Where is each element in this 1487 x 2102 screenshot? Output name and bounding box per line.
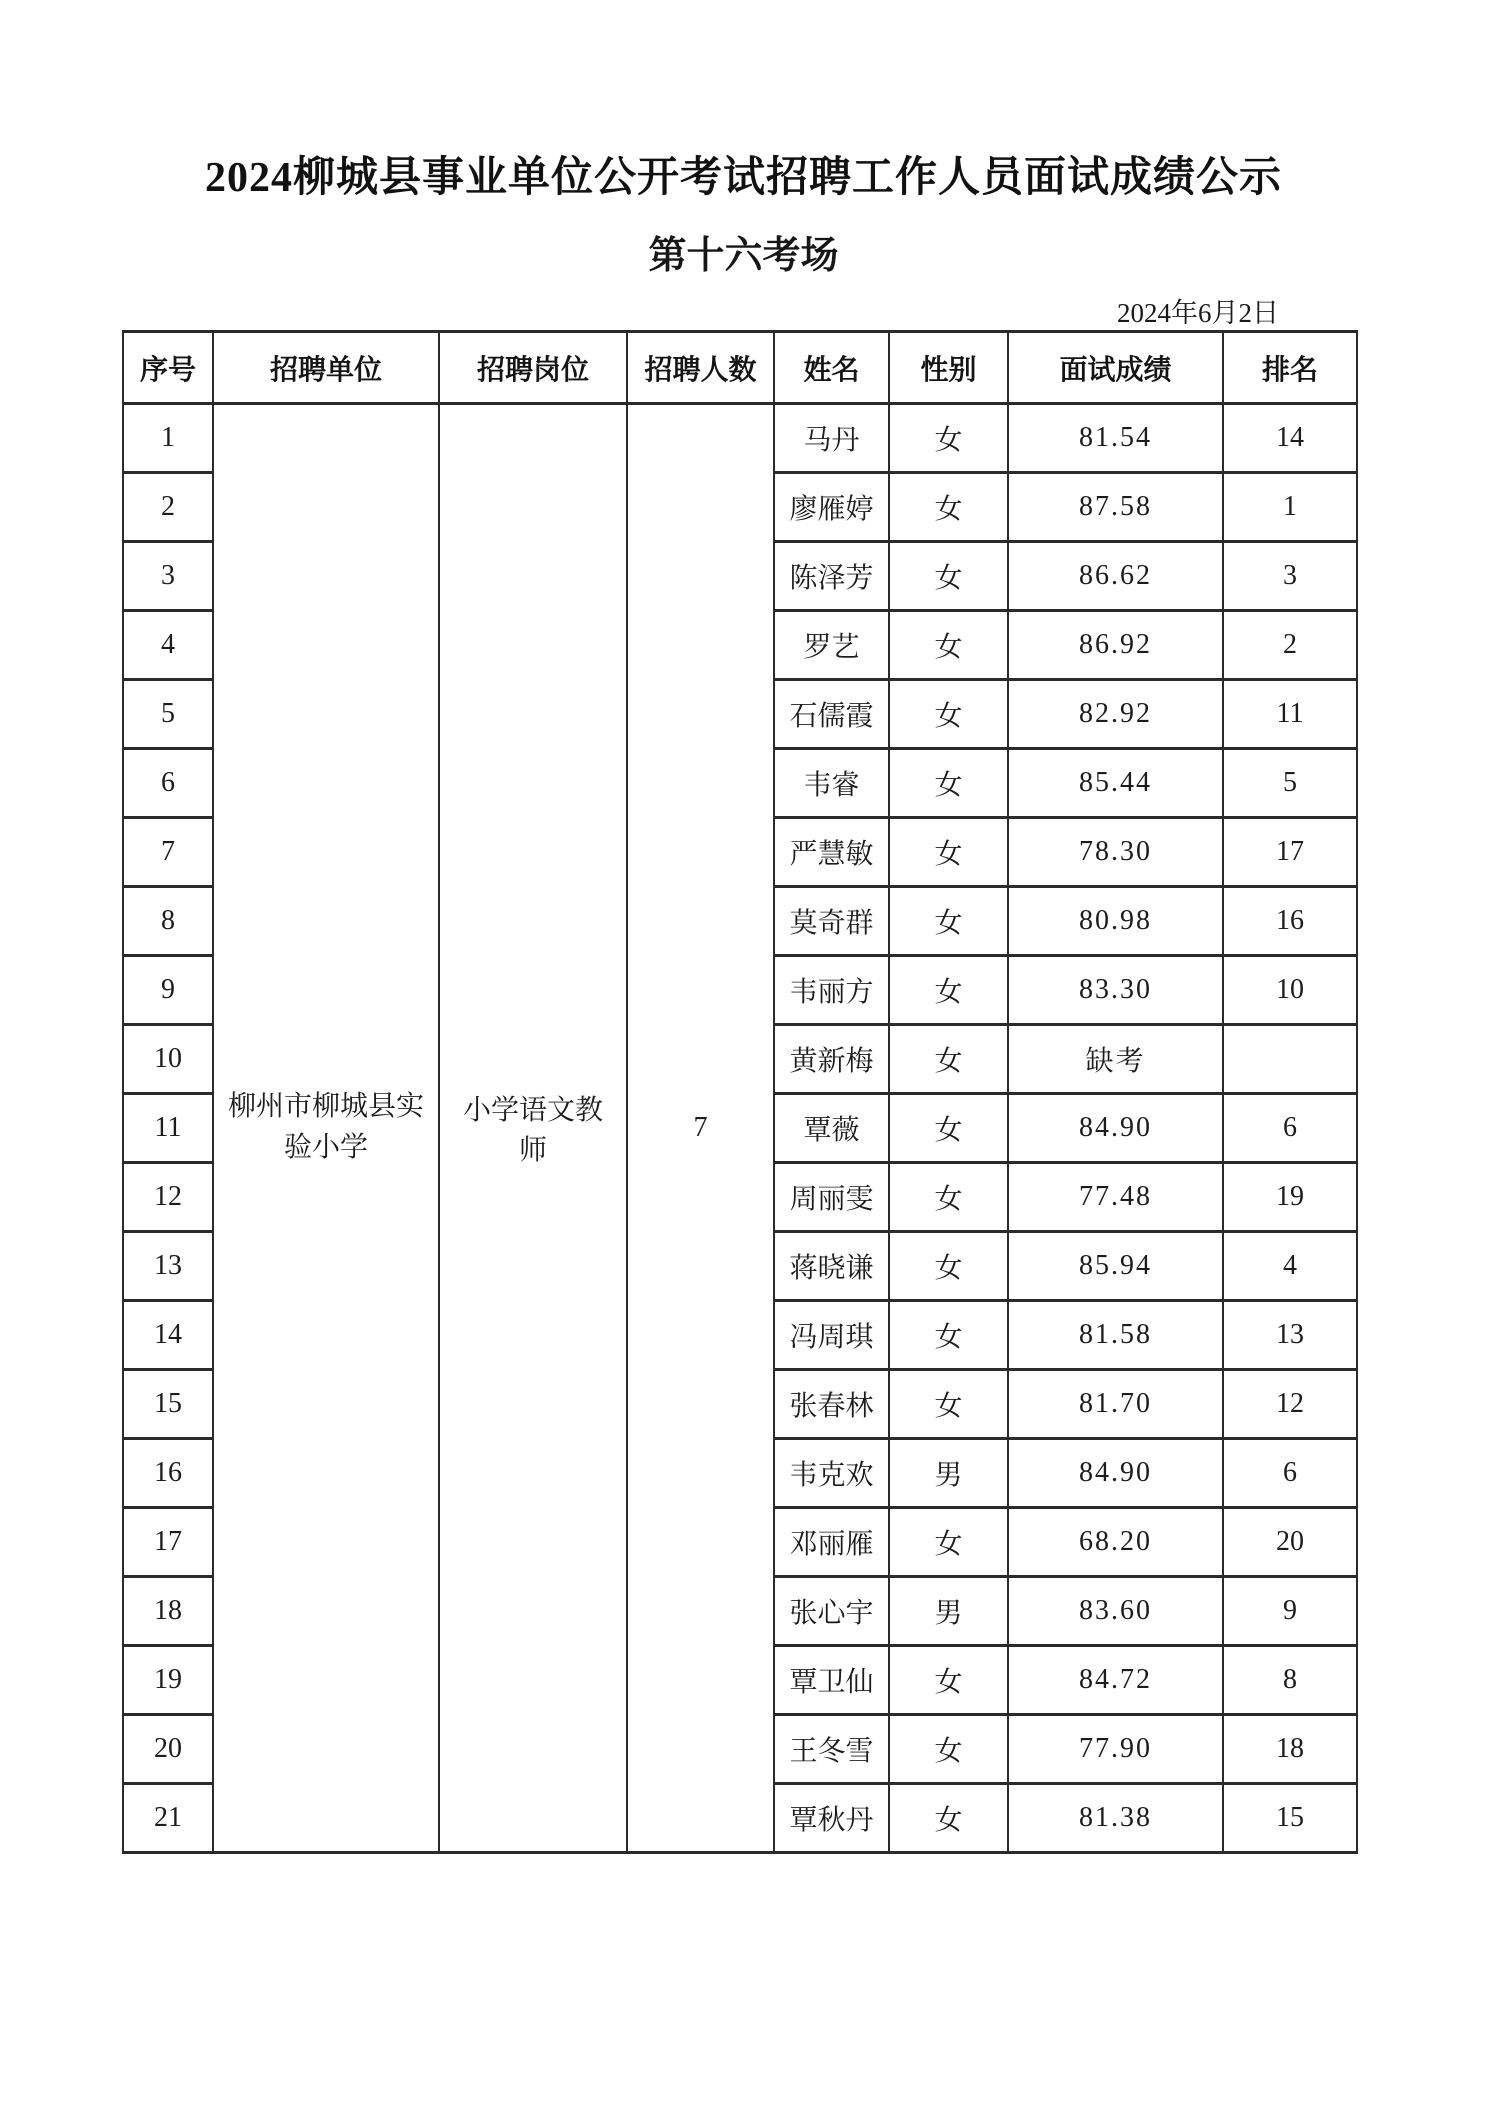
page-subtitle: 第十六考场 [648, 235, 839, 277]
cell-gender: 女 [889, 1784, 1008, 1853]
cell-rank: 13 [1223, 1301, 1357, 1370]
cell-name: 石儒霞 [774, 680, 889, 749]
cell-rank: 5 [1223, 749, 1357, 818]
cell-gender: 女 [889, 749, 1008, 818]
cell-score: 86.62 [1008, 542, 1223, 611]
cell-no: 10 [123, 1025, 213, 1094]
cell-gender: 女 [889, 1163, 1008, 1232]
cell-name: 张心宇 [774, 1577, 889, 1646]
cell-gender: 女 [889, 611, 1008, 680]
cell-score: 85.44 [1008, 749, 1223, 818]
cell-name: 廖雁婷 [774, 473, 889, 542]
cell-gender: 女 [889, 404, 1008, 473]
cell-rank: 11 [1223, 680, 1357, 749]
cell-gender: 女 [889, 1508, 1008, 1577]
cell-no: 13 [123, 1232, 213, 1301]
cell-gender: 女 [889, 1232, 1008, 1301]
cell-rank: 10 [1223, 956, 1357, 1025]
cell-score: 77.90 [1008, 1715, 1223, 1784]
header-name: 姓名 [774, 332, 889, 404]
cell-score: 缺考 [1008, 1025, 1223, 1094]
cell-rank: 6 [1223, 1094, 1357, 1163]
cell-headcount: 7 [627, 404, 774, 1853]
cell-rank: 15 [1223, 1784, 1357, 1853]
cell-rank: 18 [1223, 1715, 1357, 1784]
cell-rank: 16 [1223, 887, 1357, 956]
cell-name: 张春林 [774, 1370, 889, 1439]
score-table [122, 330, 1358, 1854]
cell-name: 莫奇群 [774, 887, 889, 956]
cell-score: 83.30 [1008, 956, 1223, 1025]
cell-gender: 女 [889, 1715, 1008, 1784]
cell-rank: 1 [1223, 473, 1357, 542]
header-unit: 招聘单位 [213, 332, 439, 404]
cell-name: 邓丽雁 [774, 1508, 889, 1577]
cell-gender: 女 [889, 542, 1008, 611]
cell-gender: 女 [889, 1094, 1008, 1163]
cell-score: 80.98 [1008, 887, 1223, 956]
cell-rank: 6 [1223, 1439, 1357, 1508]
cell-score: 84.90 [1008, 1439, 1223, 1508]
cell-gender: 女 [889, 956, 1008, 1025]
cell-no: 7 [123, 818, 213, 887]
cell-no: 21 [123, 1784, 213, 1853]
cell-name: 马丹 [774, 404, 889, 473]
cell-gender: 女 [889, 473, 1008, 542]
header-row [123, 332, 1357, 404]
cell-rank: 19 [1223, 1163, 1357, 1232]
cell-score: 85.94 [1008, 1232, 1223, 1301]
cell-gender: 女 [889, 1370, 1008, 1439]
cell-name: 韦丽方 [774, 956, 889, 1025]
cell-no: 6 [123, 749, 213, 818]
cell-score: 86.92 [1008, 611, 1223, 680]
cell-rank: 9 [1223, 1577, 1357, 1646]
cell-rank [1223, 1025, 1357, 1094]
cell-name: 覃卫仙 [774, 1646, 889, 1715]
cell-name: 王冬雪 [774, 1715, 889, 1784]
cell-rank: 20 [1223, 1508, 1357, 1577]
cell-name: 覃薇 [774, 1094, 889, 1163]
cell-no: 1 [123, 404, 213, 473]
cell-unit: 柳州市柳城县实验小学 [213, 404, 439, 1853]
header-headcount: 招聘人数 [627, 332, 774, 404]
cell-rank: 2 [1223, 611, 1357, 680]
cell-rank: 8 [1223, 1646, 1357, 1715]
cell-score: 81.38 [1008, 1784, 1223, 1853]
cell-name: 陈泽芳 [774, 542, 889, 611]
table-row [123, 404, 1357, 473]
cell-rank: 17 [1223, 818, 1357, 887]
cell-gender: 女 [889, 1025, 1008, 1094]
cell-score: 78.30 [1008, 818, 1223, 887]
cell-no: 11 [123, 1094, 213, 1163]
cell-score: 87.58 [1008, 473, 1223, 542]
cell-score: 82.92 [1008, 680, 1223, 749]
cell-score: 81.58 [1008, 1301, 1223, 1370]
cell-score: 84.90 [1008, 1094, 1223, 1163]
cell-no: 14 [123, 1301, 213, 1370]
cell-no: 8 [123, 887, 213, 956]
cell-rank: 3 [1223, 542, 1357, 611]
cell-no: 20 [123, 1715, 213, 1784]
cell-name: 周丽雯 [774, 1163, 889, 1232]
cell-no: 5 [123, 680, 213, 749]
header-rank: 排名 [1223, 332, 1357, 404]
cell-score: 83.60 [1008, 1577, 1223, 1646]
cell-no: 4 [123, 611, 213, 680]
cell-no: 12 [123, 1163, 213, 1232]
cell-score: 81.70 [1008, 1370, 1223, 1439]
cell-score: 84.72 [1008, 1646, 1223, 1715]
cell-gender: 女 [889, 680, 1008, 749]
cell-no: 3 [123, 542, 213, 611]
cell-gender: 男 [889, 1577, 1008, 1646]
cell-name: 黄新梅 [774, 1025, 889, 1094]
cell-no: 18 [123, 1577, 213, 1646]
cell-gender: 女 [889, 1301, 1008, 1370]
cell-name: 韦睿 [774, 749, 889, 818]
cell-name: 严慧敏 [774, 818, 889, 887]
header-score: 面试成绩 [1008, 332, 1223, 404]
cell-no: 16 [123, 1439, 213, 1508]
cell-score: 81.54 [1008, 404, 1223, 473]
cell-rank: 14 [1223, 404, 1357, 473]
cell-no: 19 [123, 1646, 213, 1715]
page-title: 2024柳城县事业单位公开考试招聘工作人员面试成绩公示 [204, 155, 1282, 201]
cell-name: 韦克欢 [774, 1439, 889, 1508]
header-position: 招聘岗位 [439, 332, 627, 404]
cell-score: 77.48 [1008, 1163, 1223, 1232]
cell-no: 9 [123, 956, 213, 1025]
cell-name: 蒋晓谦 [774, 1232, 889, 1301]
cell-position: 小学语文教师 [439, 404, 627, 1853]
cell-no: 2 [123, 473, 213, 542]
cell-name: 罗艺 [774, 611, 889, 680]
cell-gender: 女 [889, 1646, 1008, 1715]
cell-no: 17 [123, 1508, 213, 1577]
cell-gender: 女 [889, 818, 1008, 887]
header-no: 序号 [123, 332, 213, 404]
document-date: 2024年6月2日 [1117, 298, 1279, 328]
cell-rank: 4 [1223, 1232, 1357, 1301]
cell-name: 冯周琪 [774, 1301, 889, 1370]
cell-no: 15 [123, 1370, 213, 1439]
cell-gender: 女 [889, 887, 1008, 956]
cell-score: 68.20 [1008, 1508, 1223, 1577]
cell-name: 覃秋丹 [774, 1784, 889, 1853]
cell-gender: 男 [889, 1439, 1008, 1508]
header-gender: 性别 [889, 332, 1008, 404]
cell-rank: 12 [1223, 1370, 1357, 1439]
